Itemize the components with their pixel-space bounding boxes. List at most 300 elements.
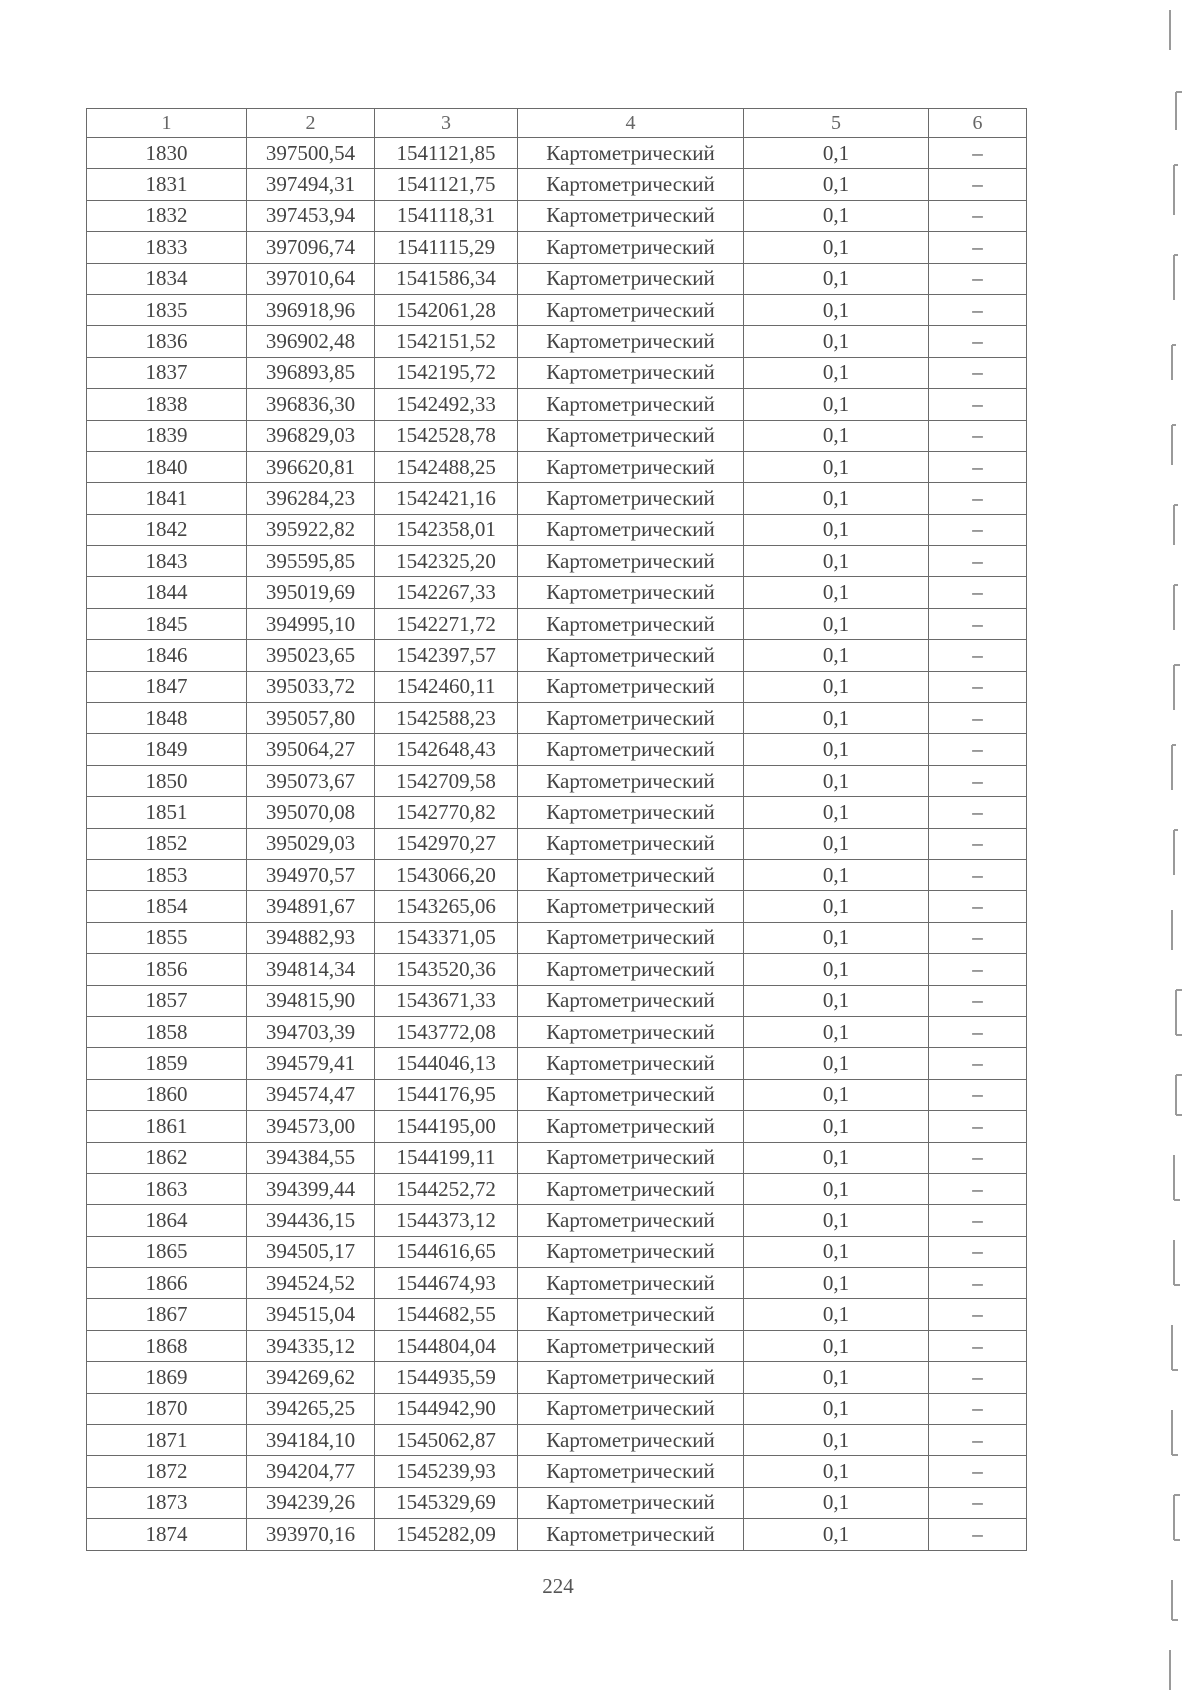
table-cell-col-5: 0,1 — [744, 765, 929, 796]
table-cell-col-5: 0,1 — [744, 1111, 929, 1142]
table-cell-col-6: – — [929, 640, 1027, 671]
table-cell-col-5: 0,1 — [744, 420, 929, 451]
table-cell-col-1: 1844 — [87, 577, 247, 608]
table-cell-col-3: 1543520,36 — [375, 954, 518, 985]
table-cell-col-2: 394814,34 — [247, 954, 375, 985]
table-cell-col-4: Картометрический — [518, 1299, 744, 1330]
table-cell-col-4: Картометрический — [518, 420, 744, 451]
table-row — [87, 1079, 1027, 1110]
table-cell-col-2: 394505,17 — [247, 1236, 375, 1267]
table-cell-col-6: – — [929, 1016, 1027, 1047]
table-cell-col-3: 1544674,93 — [375, 1268, 518, 1299]
table-cell-col-3: 1542061,28 — [375, 294, 518, 325]
table-cell-col-1: 1848 — [87, 703, 247, 734]
table-cell-col-6: – — [929, 1519, 1027, 1550]
table-cell-col-1: 1852 — [87, 828, 247, 859]
table-cell-col-1: 1842 — [87, 514, 247, 545]
table-header-row — [87, 109, 1027, 138]
table-row — [87, 483, 1027, 514]
table-row — [87, 514, 1027, 545]
table-cell-col-2: 397494,31 — [247, 169, 375, 200]
table-cell-col-3: 1542267,33 — [375, 577, 518, 608]
table-cell-col-5: 0,1 — [744, 1362, 929, 1393]
table-cell-col-2: 395064,27 — [247, 734, 375, 765]
table-cell-col-1: 1867 — [87, 1299, 247, 1330]
table-row — [87, 828, 1027, 859]
table-row — [87, 232, 1027, 263]
table-cell-col-3: 1545062,87 — [375, 1425, 518, 1456]
table-cell-col-6: – — [929, 1173, 1027, 1204]
table-cell-col-3: 1542195,72 — [375, 357, 518, 388]
table-cell-col-1: 1845 — [87, 608, 247, 639]
table-cell-col-4: Картометрический — [518, 169, 744, 200]
table-cell-col-2: 395019,69 — [247, 577, 375, 608]
table-cell-col-5: 0,1 — [744, 828, 929, 859]
table-cell-col-5: 0,1 — [744, 1048, 929, 1079]
table-cell-col-4: Картометрический — [518, 828, 744, 859]
table-row — [87, 169, 1027, 200]
table-row — [87, 859, 1027, 890]
table-row — [87, 1330, 1027, 1361]
table-cell-col-2: 397500,54 — [247, 138, 375, 169]
table-cell-col-3: 1542397,57 — [375, 640, 518, 671]
table-cell-col-1: 1860 — [87, 1079, 247, 1110]
table-cell-col-1: 1870 — [87, 1393, 247, 1424]
table-cell-col-5: 0,1 — [744, 922, 929, 953]
table-cell-col-2: 395595,85 — [247, 546, 375, 577]
table-cell-col-5: 0,1 — [744, 1079, 929, 1110]
table-cell-col-5: 0,1 — [744, 1016, 929, 1047]
table-cell-col-5: 0,1 — [744, 640, 929, 671]
table-cell-col-1: 1835 — [87, 294, 247, 325]
table-cell-col-2: 394204,77 — [247, 1456, 375, 1487]
table-cell-col-3: 1542970,27 — [375, 828, 518, 859]
table-cell-col-2: 394579,41 — [247, 1048, 375, 1079]
table-row — [87, 640, 1027, 671]
table-cell-col-3: 1543772,08 — [375, 1016, 518, 1047]
table-cell-col-1: 1846 — [87, 640, 247, 671]
table-cell-col-5: 0,1 — [744, 357, 929, 388]
table-cell-col-3: 1544046,13 — [375, 1048, 518, 1079]
table-cell-col-6: – — [929, 1111, 1027, 1142]
table-cell-col-4: Картометрический — [518, 1330, 744, 1361]
table-cell-col-1: 1833 — [87, 232, 247, 263]
table-cell-col-4: Картометрический — [518, 546, 744, 577]
table-cell-col-5: 0,1 — [744, 389, 929, 420]
table-cell-col-5: 0,1 — [744, 859, 929, 890]
table-row — [87, 1425, 1027, 1456]
table-cell-col-3: 1544373,12 — [375, 1205, 518, 1236]
table-cell-col-4: Картометрический — [518, 1142, 744, 1173]
table-cell-col-1: 1868 — [87, 1330, 247, 1361]
table-cell-col-2: 394882,93 — [247, 922, 375, 953]
table-cell-col-5: 0,1 — [744, 514, 929, 545]
table-cell-col-2: 394703,39 — [247, 1016, 375, 1047]
table-cell-col-2: 394384,55 — [247, 1142, 375, 1173]
table-cell-col-1: 1856 — [87, 954, 247, 985]
table-row — [87, 734, 1027, 765]
table-cell-col-1: 1840 — [87, 451, 247, 482]
column-header-5: 5 — [744, 109, 929, 138]
table-row — [87, 1016, 1027, 1047]
table-cell-col-3: 1542492,33 — [375, 389, 518, 420]
table-cell-col-4: Картометрический — [518, 200, 744, 231]
table-cell-col-5: 0,1 — [744, 1236, 929, 1267]
table-cell-col-1: 1830 — [87, 138, 247, 169]
table-cell-col-5: 0,1 — [744, 294, 929, 325]
table-row — [87, 1393, 1027, 1424]
table-cell-col-5: 0,1 — [744, 703, 929, 734]
table-cell-col-4: Картометрический — [518, 1362, 744, 1393]
table-cell-col-3: 1542358,01 — [375, 514, 518, 545]
table-cell-col-2: 395023,65 — [247, 640, 375, 671]
table-row — [87, 577, 1027, 608]
table-cell-col-6: – — [929, 357, 1027, 388]
table-row — [87, 451, 1027, 482]
table-cell-col-5: 0,1 — [744, 1425, 929, 1456]
table-body — [87, 138, 1027, 1551]
table-cell-col-2: 395057,80 — [247, 703, 375, 734]
table-cell-col-1: 1849 — [87, 734, 247, 765]
table-row — [87, 1487, 1027, 1518]
table-cell-col-6: – — [929, 734, 1027, 765]
table-cell-col-5: 0,1 — [744, 1299, 929, 1330]
table-cell-col-1: 1873 — [87, 1487, 247, 1518]
table-cell-col-3: 1542151,52 — [375, 326, 518, 357]
table-cell-col-4: Картометрический — [518, 1519, 744, 1550]
table-cell-col-1: 1843 — [87, 546, 247, 577]
table-cell-col-5: 0,1 — [744, 985, 929, 1016]
table-cell-col-4: Картометрический — [518, 514, 744, 545]
table-cell-col-4: Картометрический — [518, 671, 744, 702]
column-header-4: 4 — [518, 109, 744, 138]
table-cell-col-5: 0,1 — [744, 577, 929, 608]
table-cell-col-6: – — [929, 200, 1027, 231]
table-cell-col-3: 1542648,43 — [375, 734, 518, 765]
table-cell-col-2: 394891,67 — [247, 891, 375, 922]
table-cell-col-5: 0,1 — [744, 734, 929, 765]
table-cell-col-6: – — [929, 859, 1027, 890]
table-cell-col-3: 1541118,31 — [375, 200, 518, 231]
table-row — [87, 1048, 1027, 1079]
table-row — [87, 765, 1027, 796]
table-cell-col-4: Картометрический — [518, 1487, 744, 1518]
table-cell-col-4: Картометрический — [518, 640, 744, 671]
table-cell-col-4: Картометрический — [518, 294, 744, 325]
table-cell-col-1: 1851 — [87, 797, 247, 828]
table-cell-col-4: Картометрический — [518, 922, 744, 953]
table-cell-col-6: – — [929, 1236, 1027, 1267]
table-cell-col-1: 1857 — [87, 985, 247, 1016]
table-cell-col-2: 396620,81 — [247, 451, 375, 482]
table-row — [87, 985, 1027, 1016]
column-header-1: 1 — [87, 109, 247, 138]
coordinates-table — [86, 108, 1027, 1551]
table-cell-col-4: Картометрический — [518, 1048, 744, 1079]
table-cell-col-6: – — [929, 577, 1027, 608]
table-cell-col-2: 396829,03 — [247, 420, 375, 451]
table-cell-col-4: Картометрический — [518, 765, 744, 796]
table-row — [87, 546, 1027, 577]
table-cell-col-2: 394573,00 — [247, 1111, 375, 1142]
table-cell-col-6: – — [929, 922, 1027, 953]
table-cell-col-1: 1858 — [87, 1016, 247, 1047]
table-cell-col-4: Картометрический — [518, 859, 744, 890]
table-cell-col-6: – — [929, 985, 1027, 1016]
table-cell-col-2: 393970,16 — [247, 1519, 375, 1550]
table-cell-col-1: 1864 — [87, 1205, 247, 1236]
table-cell-col-3: 1542325,20 — [375, 546, 518, 577]
table-row — [87, 1362, 1027, 1393]
table-cell-col-4: Картометрический — [518, 1456, 744, 1487]
table-cell-col-2: 394269,62 — [247, 1362, 375, 1393]
table-cell-col-6: – — [929, 797, 1027, 828]
table-cell-col-2: 397453,94 — [247, 200, 375, 231]
table-cell-col-3: 1542528,78 — [375, 420, 518, 451]
table-cell-col-6: – — [929, 1142, 1027, 1173]
table-cell-col-5: 0,1 — [744, 138, 929, 169]
table-cell-col-2: 394995,10 — [247, 608, 375, 639]
table-cell-col-6: – — [929, 671, 1027, 702]
table-row — [87, 389, 1027, 420]
table-cell-col-2: 394515,04 — [247, 1299, 375, 1330]
table-row — [87, 1205, 1027, 1236]
table-cell-col-3: 1543671,33 — [375, 985, 518, 1016]
table-cell-col-4: Картометрический — [518, 1079, 744, 1110]
table-cell-col-2: 394399,44 — [247, 1173, 375, 1204]
table-cell-col-6: – — [929, 1205, 1027, 1236]
table-cell-col-2: 395073,67 — [247, 765, 375, 796]
table-cell-col-4: Картометрический — [518, 1173, 744, 1204]
table-cell-col-6: – — [929, 138, 1027, 169]
table-cell-col-4: Картометрический — [518, 577, 744, 608]
table-cell-col-2: 395033,72 — [247, 671, 375, 702]
table-cell-col-5: 0,1 — [744, 326, 929, 357]
table-cell-col-1: 1869 — [87, 1362, 247, 1393]
table-cell-col-6: – — [929, 1268, 1027, 1299]
table-cell-col-3: 1544935,59 — [375, 1362, 518, 1393]
table-cell-col-1: 1832 — [87, 200, 247, 231]
table-cell-col-3: 1544616,65 — [375, 1236, 518, 1267]
table-cell-col-5: 0,1 — [744, 891, 929, 922]
table-cell-col-5: 0,1 — [744, 1142, 929, 1173]
table-cell-col-4: Картометрический — [518, 357, 744, 388]
table-cell-col-2: 394524,52 — [247, 1268, 375, 1299]
table-cell-col-5: 0,1 — [744, 451, 929, 482]
table-cell-col-6: – — [929, 389, 1027, 420]
table-cell-col-3: 1543066,20 — [375, 859, 518, 890]
table-cell-col-3: 1545239,93 — [375, 1456, 518, 1487]
table-cell-col-5: 0,1 — [744, 1456, 929, 1487]
table-cell-col-3: 1542460,11 — [375, 671, 518, 702]
table-cell-col-6: – — [929, 1393, 1027, 1424]
table-cell-col-3: 1544195,00 — [375, 1111, 518, 1142]
table-cell-col-4: Картометрический — [518, 138, 744, 169]
table-cell-col-3: 1543265,06 — [375, 891, 518, 922]
table-cell-col-4: Картометрический — [518, 703, 744, 734]
table-cell-col-3: 1542709,58 — [375, 765, 518, 796]
table-cell-col-3: 1544682,55 — [375, 1299, 518, 1330]
table-cell-col-1: 1871 — [87, 1425, 247, 1456]
table-cell-col-1: 1863 — [87, 1173, 247, 1204]
table-cell-col-5: 0,1 — [744, 546, 929, 577]
table-cell-col-3: 1541121,75 — [375, 169, 518, 200]
table-row — [87, 294, 1027, 325]
table-cell-col-2: 397096,74 — [247, 232, 375, 263]
table-cell-col-1: 1841 — [87, 483, 247, 514]
page-number: 224 — [542, 1574, 574, 1598]
table-cell-col-2: 394184,10 — [247, 1425, 375, 1456]
table-row — [87, 1236, 1027, 1267]
table-cell-col-1: 1839 — [87, 420, 247, 451]
table-cell-col-6: – — [929, 1362, 1027, 1393]
table-cell-col-5: 0,1 — [744, 954, 929, 985]
table-cell-col-4: Картометрический — [518, 451, 744, 482]
table-cell-col-1: 1847 — [87, 671, 247, 702]
table-cell-col-3: 1542271,72 — [375, 608, 518, 639]
table-cell-col-3: 1541121,85 — [375, 138, 518, 169]
table-cell-col-4: Картометрический — [518, 954, 744, 985]
table-cell-col-6: – — [929, 1048, 1027, 1079]
table-cell-col-6: – — [929, 1079, 1027, 1110]
table-cell-col-2: 395922,82 — [247, 514, 375, 545]
table-row — [87, 671, 1027, 702]
table-cell-col-3: 1544804,04 — [375, 1330, 518, 1361]
table-cell-col-5: 0,1 — [744, 1205, 929, 1236]
table-row — [87, 922, 1027, 953]
table-cell-col-6: – — [929, 608, 1027, 639]
table-cell-col-5: 0,1 — [744, 1487, 929, 1518]
table-cell-col-2: 394436,15 — [247, 1205, 375, 1236]
table-cell-col-2: 394815,90 — [247, 985, 375, 1016]
column-header-2: 2 — [247, 109, 375, 138]
table-cell-col-4: Картометрический — [518, 734, 744, 765]
table-cell-col-6: – — [929, 232, 1027, 263]
table-cell-col-3: 1544199,11 — [375, 1142, 518, 1173]
table-row — [87, 1299, 1027, 1330]
table-cell-col-1: 1872 — [87, 1456, 247, 1487]
table-cell-col-1: 1861 — [87, 1111, 247, 1142]
table-cell-col-5: 0,1 — [744, 608, 929, 639]
table-cell-col-2: 396918,96 — [247, 294, 375, 325]
table-cell-col-2: 394970,57 — [247, 859, 375, 890]
table-cell-col-3: 1542421,16 — [375, 483, 518, 514]
column-header-6: 6 — [929, 109, 1027, 138]
table-row — [87, 1142, 1027, 1173]
table-cell-col-1: 1837 — [87, 357, 247, 388]
table-row — [87, 954, 1027, 985]
table-cell-col-1: 1853 — [87, 859, 247, 890]
scan-edge-marks — [1158, 0, 1198, 1698]
table-cell-col-6: – — [929, 514, 1027, 545]
table-cell-col-1: 1859 — [87, 1048, 247, 1079]
table-cell-col-3: 1542588,23 — [375, 703, 518, 734]
table-cell-col-3: 1544942,90 — [375, 1393, 518, 1424]
table-row — [87, 1173, 1027, 1204]
table-cell-col-6: – — [929, 294, 1027, 325]
table-row — [87, 1111, 1027, 1142]
table-cell-col-3: 1545282,09 — [375, 1519, 518, 1550]
table-cell-col-6: – — [929, 1456, 1027, 1487]
table-cell-col-4: Картометрический — [518, 1111, 744, 1142]
table-cell-col-2: 394335,12 — [247, 1330, 375, 1361]
table-cell-col-5: 0,1 — [744, 1268, 929, 1299]
table-cell-col-6: – — [929, 1425, 1027, 1456]
table-cell-col-4: Картометрический — [518, 1425, 744, 1456]
table-cell-col-4: Картометрический — [518, 263, 744, 294]
table-cell-col-4: Картометрический — [518, 232, 744, 263]
table-cell-col-2: 394239,26 — [247, 1487, 375, 1518]
table-cell-col-2: 396284,23 — [247, 483, 375, 514]
table-cell-col-4: Картометрический — [518, 1016, 744, 1047]
table-cell-col-2: 396893,85 — [247, 357, 375, 388]
table-row — [87, 420, 1027, 451]
table-cell-col-3: 1543371,05 — [375, 922, 518, 953]
table-cell-col-5: 0,1 — [744, 671, 929, 702]
table-cell-col-4: Картометрический — [518, 326, 744, 357]
table-cell-col-5: 0,1 — [744, 483, 929, 514]
table-cell-col-3: 1542488,25 — [375, 451, 518, 482]
table-row — [87, 1456, 1027, 1487]
table-cell-col-6: – — [929, 326, 1027, 357]
table-cell-col-4: Картометрический — [518, 1268, 744, 1299]
table-cell-col-5: 0,1 — [744, 1330, 929, 1361]
table-cell-col-1: 1865 — [87, 1236, 247, 1267]
table-cell-col-5: 0,1 — [744, 263, 929, 294]
table-row — [87, 326, 1027, 357]
table-cell-col-6: – — [929, 954, 1027, 985]
table-cell-col-1: 1838 — [87, 389, 247, 420]
table-cell-col-6: – — [929, 451, 1027, 482]
table-cell-col-5: 0,1 — [744, 200, 929, 231]
table-cell-col-3: 1544252,72 — [375, 1173, 518, 1204]
table-cell-col-6: – — [929, 546, 1027, 577]
table-cell-col-3: 1541115,29 — [375, 232, 518, 263]
table-cell-col-2: 394265,25 — [247, 1393, 375, 1424]
table-cell-col-1: 1855 — [87, 922, 247, 953]
table-cell-col-2: 394574,47 — [247, 1079, 375, 1110]
table-cell-col-5: 0,1 — [744, 797, 929, 828]
table-row — [87, 1268, 1027, 1299]
table-cell-col-2: 396836,30 — [247, 389, 375, 420]
table-row — [87, 891, 1027, 922]
column-header-3: 3 — [375, 109, 518, 138]
table-cell-col-5: 0,1 — [744, 169, 929, 200]
table-cell-col-2: 395070,08 — [247, 797, 375, 828]
table-cell-col-6: – — [929, 263, 1027, 294]
table-cell-col-3: 1541586,34 — [375, 263, 518, 294]
table-cell-col-6: – — [929, 891, 1027, 922]
table-cell-col-6: – — [929, 828, 1027, 859]
table-cell-col-1: 1836 — [87, 326, 247, 357]
table-cell-col-6: – — [929, 1299, 1027, 1330]
table-row — [87, 138, 1027, 169]
table-cell-col-6: – — [929, 1330, 1027, 1361]
table-cell-col-6: – — [929, 765, 1027, 796]
table-cell-col-6: – — [929, 169, 1027, 200]
table-cell-col-1: 1850 — [87, 765, 247, 796]
table-cell-col-3: 1544176,95 — [375, 1079, 518, 1110]
table-row — [87, 1519, 1027, 1550]
table-cell-col-1: 1854 — [87, 891, 247, 922]
table-cell-col-1: 1862 — [87, 1142, 247, 1173]
table-cell-col-1: 1874 — [87, 1519, 247, 1550]
table-row — [87, 200, 1027, 231]
table-cell-col-5: 0,1 — [744, 1393, 929, 1424]
table-cell-col-6: – — [929, 483, 1027, 514]
table-cell-col-6: – — [929, 1487, 1027, 1518]
table-cell-col-4: Картометрический — [518, 797, 744, 828]
